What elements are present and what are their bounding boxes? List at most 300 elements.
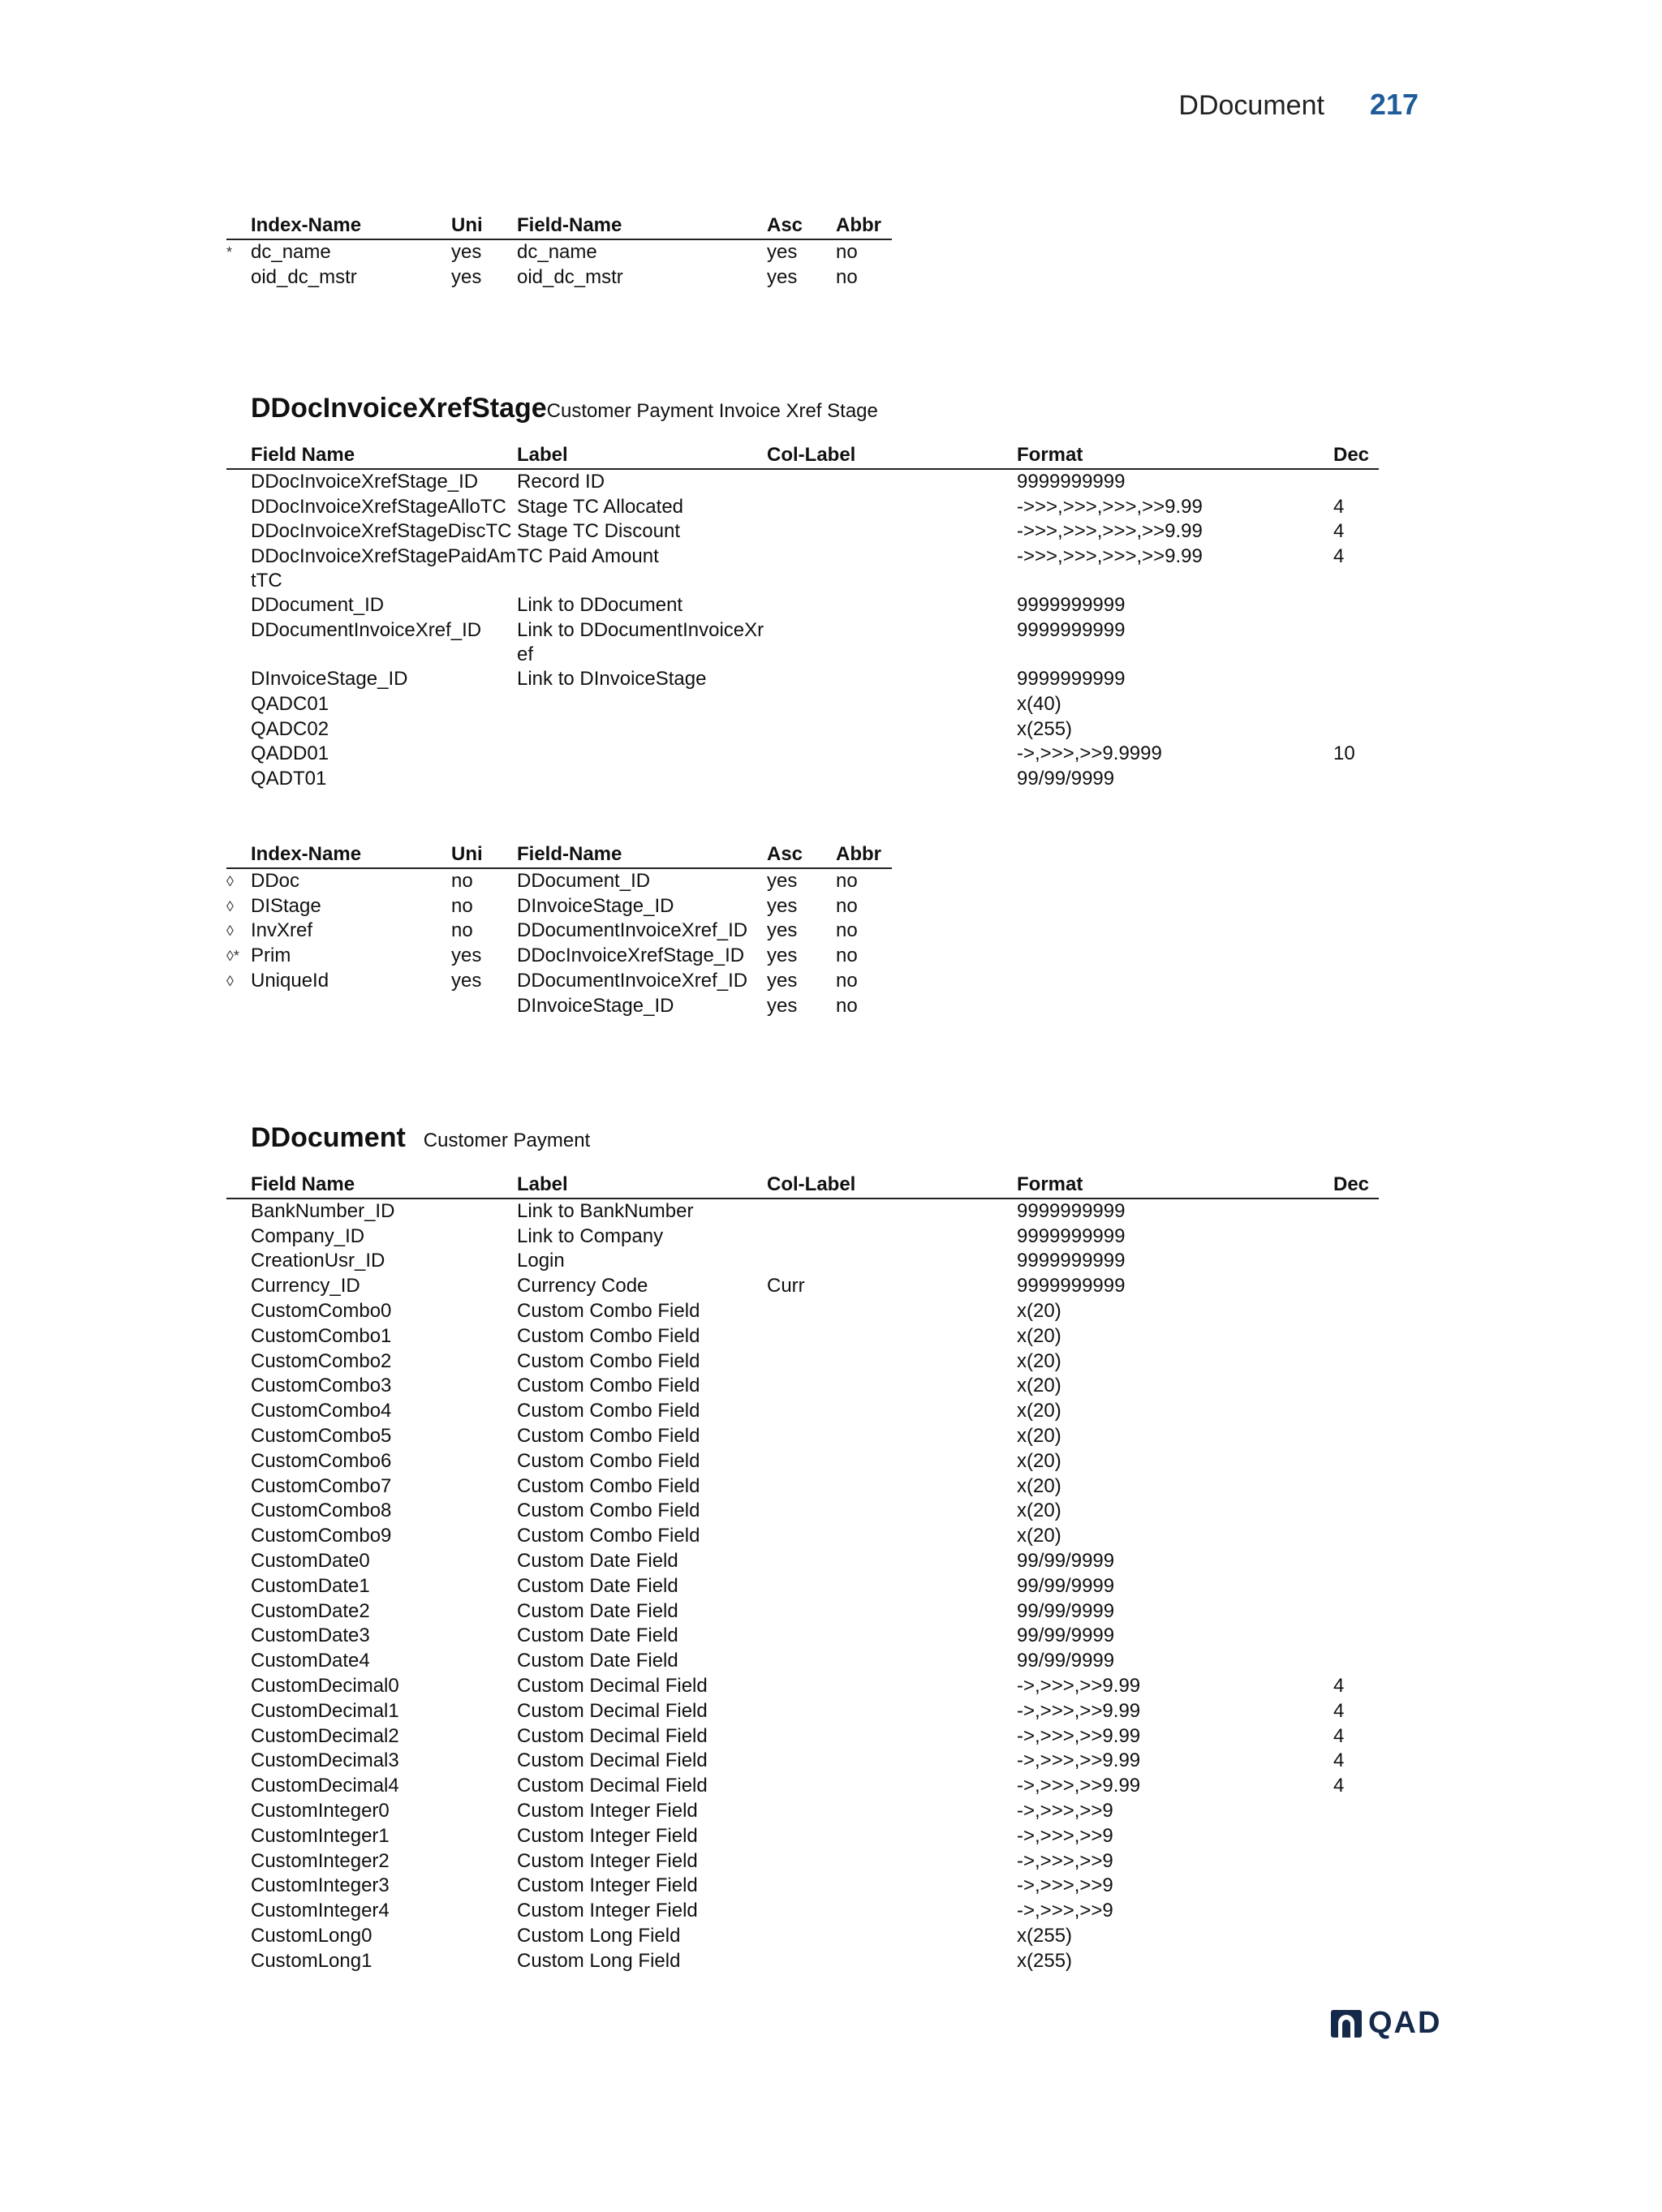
field-row: [226, 1699, 1379, 1724]
abbreviated-flag: no: [836, 240, 858, 263]
column-label: [767, 1574, 1017, 1599]
field-label: Custom Combo Field: [517, 1474, 700, 1497]
field-name: QADC01: [251, 692, 329, 715]
field-format: x(20): [1017, 1525, 1061, 1547]
row-marker: ◊: [226, 872, 234, 889]
row-marker: [226, 1824, 251, 1849]
field-label: Stage TC Allocated: [517, 495, 684, 518]
row-marker: ◊: [226, 897, 234, 914]
page-number: 217: [1369, 88, 1419, 121]
field-name: CustomDecimal3: [251, 1749, 399, 1772]
column-label: [767, 1399, 1017, 1424]
field-format: x(255): [1017, 717, 1073, 740]
field-row: [226, 1249, 1379, 1274]
field-label: Custom Long Field: [517, 1949, 681, 1972]
index-row: [226, 994, 892, 1019]
field-name: CustomInteger0: [251, 1799, 390, 1822]
index-table-header: [226, 213, 892, 239]
ascending-flag: yes: [767, 919, 798, 942]
table-name: DDocument: [251, 1122, 406, 1153]
row-marker: [226, 1399, 251, 1424]
column-label: [767, 1899, 1017, 1924]
header-marker: [226, 842, 251, 868]
field-format: ->,>>>,>>9: [1017, 1799, 1113, 1822]
field-label: Custom Combo Field: [517, 1349, 700, 1372]
index-field-name: DInvoiceStage_ID: [517, 894, 674, 917]
row-marker: *: [226, 243, 233, 260]
decimals: [1333, 1424, 1379, 1449]
decimals: [1333, 1474, 1379, 1500]
field-label: Link to DDocumentInvoiceXref: [517, 618, 764, 665]
ascending-flag: yes: [767, 945, 798, 967]
field-name: BankNumber_ID: [251, 1199, 395, 1222]
header-index-name: Index-Name: [251, 213, 451, 239]
field-row: [226, 1924, 1379, 1949]
field-format: x(20): [1017, 1424, 1061, 1447]
header-dec: Dec: [1333, 1173, 1379, 1199]
field-format: 9999999999: [1017, 1199, 1126, 1222]
row-marker: [226, 265, 251, 290]
decimals: [1333, 717, 1379, 742]
field-name: CustomDate4: [251, 1650, 370, 1672]
field-row: [226, 717, 1379, 742]
field-row: [226, 1599, 1379, 1625]
field-label: Custom Decimal Field: [517, 1775, 708, 1797]
decimals: [1333, 1624, 1379, 1649]
row-marker: ◊: [226, 972, 234, 989]
decimals: 10: [1333, 742, 1355, 765]
row-marker: [226, 1524, 251, 1549]
field-row: [226, 1574, 1379, 1599]
decimals: [1333, 667, 1379, 692]
column-label: [767, 1849, 1017, 1874]
index-row: [226, 265, 892, 290]
field-name: Company_ID: [251, 1224, 365, 1247]
field-format: 9999999999: [1017, 594, 1126, 617]
row-marker: [226, 1624, 251, 1649]
field-format: x(20): [1017, 1400, 1061, 1422]
field-format: ->,>>>,>>9: [1017, 1824, 1113, 1847]
row-marker: [226, 1949, 251, 1974]
ascending-flag: yes: [767, 265, 798, 288]
field-format: ->,>>>,>>9.99: [1017, 1724, 1141, 1747]
row-marker: [226, 1249, 251, 1274]
field-row: [226, 1774, 1379, 1799]
field-format: 99/99/9999: [1017, 1599, 1115, 1622]
index-field-name: DDocInvoiceXrefStage_ID: [517, 945, 745, 967]
field-format: ->,>>>,>>9.99: [1017, 1674, 1141, 1697]
column-label: [767, 1724, 1017, 1749]
row-marker: [226, 1799, 251, 1824]
field-name: CustomCombo7: [251, 1474, 392, 1497]
decimals: [1333, 1574, 1379, 1599]
index-field-name: oid_dc_mstr: [517, 265, 623, 288]
unique-flag: [451, 994, 517, 1019]
field-row: [226, 692, 1379, 717]
index-name: oid_dc_mstr: [251, 265, 357, 288]
ascending-flag: yes: [767, 869, 798, 892]
field-row: [226, 1199, 1379, 1224]
field-name: CustomCombo4: [251, 1400, 392, 1422]
row-marker: [226, 519, 251, 544]
decimals: 4: [1333, 495, 1345, 518]
row-marker: [226, 1674, 251, 1699]
field-name: CustomCombo9: [251, 1525, 392, 1547]
field-name: CustomInteger4: [251, 1900, 390, 1922]
row-marker: [226, 593, 251, 618]
field-label: Custom Integer Field: [517, 1799, 698, 1822]
field-name: CustomCombo3: [251, 1375, 392, 1397]
page-header: [1178, 88, 1419, 122]
decimals: [1333, 1524, 1379, 1549]
index-table-ddocinvoicexrefstage: [226, 842, 892, 1019]
field-label: Custom Date Field: [517, 1625, 678, 1647]
header-label: Label: [517, 443, 767, 469]
field-row: [226, 667, 1379, 692]
field-row: [226, 1949, 1379, 1974]
abbreviated-flag: no: [836, 894, 858, 917]
field-row: [226, 767, 1379, 792]
column-label: [767, 1224, 1017, 1250]
field-name: CustomDecimal2: [251, 1724, 399, 1747]
row-marker: [226, 469, 251, 495]
field-name: DDocInvoiceXrefStagePaidAmtTC: [251, 545, 516, 592]
field-format: x(20): [1017, 1299, 1061, 1322]
field-row: [226, 1224, 1379, 1250]
field-label: Link to DDocument: [517, 594, 683, 617]
field-format: 9999999999: [1017, 618, 1126, 641]
decimals: [1333, 1224, 1379, 1250]
column-label: [767, 767, 1017, 792]
field-label: Custom Long Field: [517, 1924, 681, 1947]
decimals: [1333, 593, 1379, 618]
column-label: [767, 1199, 1017, 1224]
field-name: CustomInteger1: [251, 1824, 390, 1847]
qad-logo: [1331, 2006, 1441, 2041]
column-label: [767, 1799, 1017, 1824]
field-format: 99/99/9999: [1017, 1549, 1115, 1572]
field-row: [226, 1424, 1379, 1449]
index-field-name: DDocument_ID: [517, 869, 651, 892]
field-name: CustomCombo8: [251, 1500, 392, 1522]
field-name: CustomCombo5: [251, 1424, 392, 1447]
field-row: [226, 1349, 1379, 1375]
field-label: Custom Date Field: [517, 1650, 678, 1672]
field-row: [226, 1749, 1379, 1774]
row-marker: [226, 1724, 251, 1749]
header-index-name: Index-Name: [251, 842, 451, 868]
decimals: [1333, 1324, 1379, 1349]
column-label: [767, 1349, 1017, 1375]
column-label: [767, 1424, 1017, 1449]
field-row: [226, 544, 1379, 593]
field-format: x(20): [1017, 1449, 1061, 1472]
field-name: DDocInvoiceXrefStageDiscTC: [251, 520, 512, 543]
header-col-label: Col-Label: [767, 1173, 1017, 1199]
column-label: [767, 1774, 1017, 1799]
field-label: Custom Decimal Field: [517, 1724, 708, 1747]
index-row: [226, 894, 892, 919]
field-format: ->,>>>,>>9.99: [1017, 1699, 1141, 1722]
field-label: Custom Integer Field: [517, 1900, 698, 1922]
field-label: Stage TC Discount: [517, 520, 680, 543]
header-col-label: Col-Label: [767, 443, 1017, 469]
row-marker: [226, 1599, 251, 1625]
decimals: [1333, 1274, 1379, 1299]
row-marker: [226, 1549, 251, 1574]
field-format: x(20): [1017, 1474, 1061, 1497]
field-label: Custom Combo Field: [517, 1299, 700, 1322]
column-label: [767, 1524, 1017, 1549]
column-label: [767, 1449, 1017, 1474]
field-format: 99/99/9999: [1017, 1650, 1115, 1672]
row-marker: [226, 1774, 251, 1799]
decimals: [1333, 1449, 1379, 1474]
field-format: ->>>,>>>,>>>,>>9.99: [1017, 545, 1203, 568]
column-label: [767, 1374, 1017, 1399]
field-name: CustomCombo0: [251, 1299, 392, 1322]
ascending-flag: yes: [767, 240, 798, 263]
row-marker: [226, 1574, 251, 1599]
index-name: dc_name: [251, 240, 331, 263]
header-label: Label: [517, 1173, 767, 1199]
column-label: [767, 1674, 1017, 1699]
column-label: [767, 1824, 1017, 1849]
index-row: [226, 944, 892, 969]
field-label: Currency Code: [517, 1275, 648, 1298]
column-label: [767, 1624, 1017, 1649]
field-table-ddocinvoicexrefstage: [226, 443, 1379, 792]
row-marker: [226, 1449, 251, 1474]
decimals: [1333, 1799, 1379, 1824]
field-format: ->,>>>,>>9.9999: [1017, 742, 1162, 765]
column-label: [767, 1949, 1017, 1974]
field-label: Custom Combo Field: [517, 1400, 700, 1422]
row-marker: ◊: [226, 923, 234, 940]
column-label: [767, 495, 1017, 520]
header-marker: [226, 1173, 251, 1199]
field-format: 99/99/9999: [1017, 1574, 1115, 1597]
header-marker: [226, 213, 251, 239]
row-marker: [226, 1749, 251, 1774]
field-name: CustomCombo1: [251, 1324, 392, 1347]
field-label: Custom Integer Field: [517, 1849, 698, 1872]
field-label: Link to BankNumber: [517, 1199, 694, 1222]
table-description: Customer Payment Invoice Xref Stage: [546, 400, 878, 422]
decimals: [1333, 618, 1379, 667]
field-name: CustomCombo6: [251, 1449, 392, 1472]
field-label: Record ID: [517, 470, 605, 493]
decimals: 4: [1333, 1699, 1345, 1722]
field-row: [226, 1724, 1379, 1749]
row-marker: [226, 1924, 251, 1949]
field-format: ->,>>>,>>9: [1017, 1874, 1113, 1897]
header-asc: Asc: [767, 213, 836, 239]
row-marker: [226, 1349, 251, 1375]
field-format: ->>>,>>>,>>>,>>9.99: [1017, 495, 1203, 518]
table-description: Customer Payment: [423, 1130, 591, 1151]
index-row: [226, 969, 892, 994]
field-label: Link to Company: [517, 1224, 664, 1247]
row-marker: [226, 1199, 251, 1224]
field-label: Custom Combo Field: [517, 1449, 700, 1472]
field-name: QADD01: [251, 742, 329, 765]
field-name: DDocument_ID: [251, 594, 385, 617]
decimals: 4: [1333, 1749, 1345, 1772]
field-row: [226, 742, 1379, 767]
field-row: [226, 1849, 1379, 1874]
unique-flag: yes: [451, 265, 482, 288]
field-label: [517, 767, 767, 792]
field-name: CustomDecimal1: [251, 1699, 399, 1722]
field-label: [517, 742, 767, 767]
row-marker: [226, 1324, 251, 1349]
row-marker: [226, 1474, 251, 1500]
decimals: [1333, 1874, 1379, 1899]
row-marker: [226, 618, 251, 667]
field-label: Custom Combo Field: [517, 1424, 700, 1447]
row-marker: [226, 1649, 251, 1674]
header-abbr: Abbr: [836, 213, 892, 239]
header-asc: Asc: [767, 842, 836, 868]
field-row: [226, 618, 1379, 667]
row-marker: [226, 767, 251, 792]
decimals: [1333, 1499, 1379, 1524]
column-label: [767, 544, 1017, 593]
field-format: ->,>>>,>>9: [1017, 1849, 1113, 1872]
field-label: Custom Combo Field: [517, 1500, 700, 1522]
header-field-name: Field Name: [251, 443, 517, 469]
field-name: DInvoiceStage_ID: [251, 667, 408, 690]
field-row: [226, 1299, 1379, 1324]
column-label: [767, 1699, 1017, 1724]
field-name: CustomLong1: [251, 1949, 372, 1972]
qad-logo-text: QAD: [1368, 2006, 1442, 2040]
field-table-header: [226, 1173, 1379, 1199]
field-format: x(20): [1017, 1324, 1061, 1347]
row-marker: [226, 544, 251, 593]
index-name: DDoc: [251, 869, 300, 892]
field-format: x(40): [1017, 692, 1061, 715]
field-label: Link to DInvoiceStage: [517, 667, 707, 690]
field-format: ->,>>>,>>9.99: [1017, 1749, 1141, 1772]
column-label: [767, 1924, 1017, 1949]
decimals: [1333, 692, 1379, 717]
row-marker: [226, 667, 251, 692]
index-field-name: DInvoiceStage_ID: [517, 994, 674, 1017]
decimals: [1333, 1649, 1379, 1674]
unique-flag: yes: [451, 240, 482, 263]
decimals: 4: [1333, 1724, 1345, 1747]
header-marker: [226, 443, 251, 469]
index-row: [226, 919, 892, 944]
field-row: [226, 1399, 1379, 1424]
field-row: [226, 1799, 1379, 1824]
field-format: 99/99/9999: [1017, 768, 1115, 790]
field-row: [226, 1649, 1379, 1674]
column-label: Curr: [767, 1275, 805, 1298]
field-name: CreationUsr_ID: [251, 1250, 385, 1272]
field-label: Custom Date Field: [517, 1549, 678, 1572]
field-format: x(255): [1017, 1924, 1073, 1947]
field-row: [226, 1824, 1379, 1849]
row-marker: [226, 994, 251, 1019]
abbreviated-flag: no: [836, 265, 858, 288]
column-label: [767, 1749, 1017, 1774]
column-label: [767, 1299, 1017, 1324]
column-label: [767, 1499, 1017, 1524]
decimals: [1333, 1299, 1379, 1324]
unique-flag: no: [451, 869, 473, 892]
running-header-title: DDocument: [1178, 90, 1324, 121]
field-name: Currency_ID: [251, 1275, 360, 1298]
row-marker: [226, 1874, 251, 1899]
field-format: x(20): [1017, 1375, 1061, 1397]
field-name: CustomDate1: [251, 1574, 370, 1597]
field-format: ->,>>>,>>9: [1017, 1900, 1113, 1922]
field-row: [226, 1274, 1379, 1299]
row-marker: [226, 1899, 251, 1924]
field-label: Custom Combo Field: [517, 1324, 700, 1347]
ascending-flag: yes: [767, 994, 798, 1017]
index-table-header: [226, 842, 892, 868]
field-label: Custom Combo Field: [517, 1375, 700, 1397]
unique-flag: no: [451, 894, 473, 917]
decimals: [1333, 1199, 1379, 1224]
index-field-name: DDocumentInvoiceXref_ID: [517, 919, 748, 942]
table-title-ddocument: [251, 1122, 590, 1154]
row-marker: [226, 1274, 251, 1299]
field-name: QADT01: [251, 768, 327, 790]
field-row: [226, 1899, 1379, 1924]
field-format: 9999999999: [1017, 667, 1126, 690]
abbreviated-flag: no: [836, 994, 858, 1017]
decimals: [1333, 1374, 1379, 1399]
field-name: CustomLong0: [251, 1924, 372, 1947]
field-format: 9999999999: [1017, 470, 1126, 493]
header-field-name: Field-Name: [517, 842, 767, 868]
decimals: [1333, 469, 1379, 495]
row-marker: [226, 1374, 251, 1399]
row-marker: [226, 495, 251, 520]
column-label: [767, 1474, 1017, 1500]
field-name: CustomDecimal0: [251, 1674, 399, 1697]
field-row: [226, 1524, 1379, 1549]
header-format: Format: [1017, 443, 1333, 469]
column-label: [767, 1874, 1017, 1899]
row-marker: [226, 1424, 251, 1449]
column-label: [767, 618, 1017, 667]
row-marker: [226, 1699, 251, 1724]
row-marker: [226, 1849, 251, 1874]
header-abbr: Abbr: [836, 842, 892, 868]
column-label: [767, 742, 1017, 767]
row-marker: [226, 692, 251, 717]
field-label: Custom Date Field: [517, 1574, 678, 1597]
field-label: Custom Integer Field: [517, 1874, 698, 1897]
field-label: Custom Decimal Field: [517, 1749, 708, 1772]
field-label: Custom Integer Field: [517, 1824, 698, 1847]
field-row: [226, 1874, 1379, 1899]
field-name: DDocInvoiceXrefStage_ID: [251, 470, 479, 493]
row-marker: [226, 717, 251, 742]
field-row: [226, 593, 1379, 618]
abbreviated-flag: no: [836, 869, 858, 892]
column-label: [767, 1599, 1017, 1625]
decimals: [1333, 1349, 1379, 1375]
index-row: [226, 868, 892, 894]
header-dec: Dec: [1333, 443, 1379, 469]
